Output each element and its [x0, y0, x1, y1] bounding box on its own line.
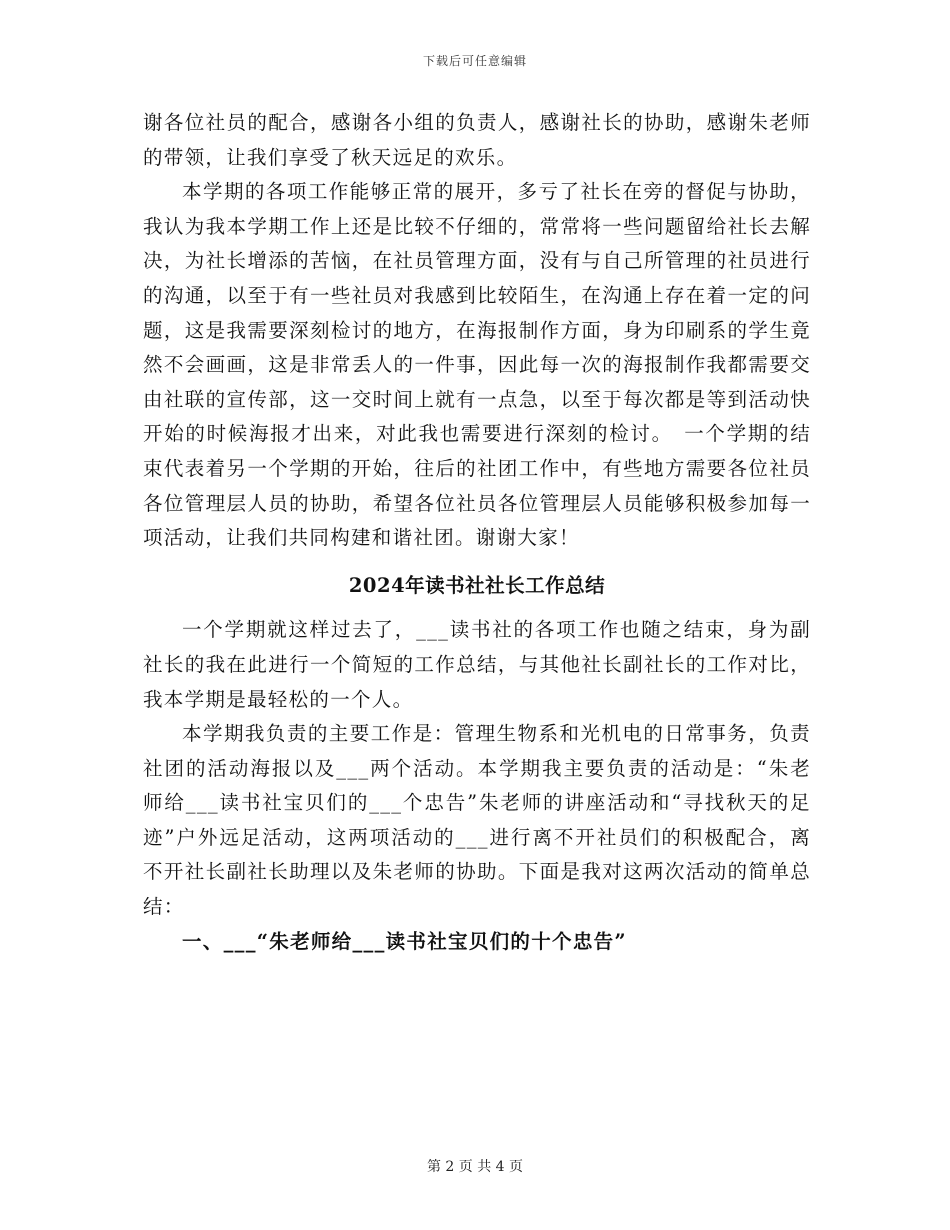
- paragraph-continuation: 谢各位社员的配合，感谢各小组的负责人，感谢社长的协助，感谢朱老师的带领，让我们享受了秋天远足的欢乐。: [143, 111, 811, 169]
- paragraph-intro: 一个学期就这样过去了，___读书社的各项工作也随之结束，身为副社长的我在此进行一个简短的工作总结，与其他社长副社长的工作对比，我本学期是最轻松的一个人。: [143, 618, 811, 711]
- page-footer: 第 2 页 共 4 页: [426, 1159, 524, 1175]
- section-heading-1: 一、___“朱老师给___读书社宝贝们的十个忠告”: [182, 929, 627, 953]
- page-header: 下载后可任意编辑: [422, 54, 527, 68]
- paragraph-self-review: 本学期的各项工作能够正常的展开，多亏了社长在旁的督促与协助，我认为我本学期工作上还是比较不仔细的，常常将一些问题留给社长去解决，为社长增添的苦恼，在社员管理方面，没有与自己所管理的社员进行的沟通，以至于有一些社员对我感到比较陌生，在沟通上存在着一定的问题，这是我需要深刻检讨的地方，在海报制作方面，身为印刷系的学生竟然不会画画，这是非常丢人的一件事，因此每一次的海报制作我都需要交由社联的宣传部，这一交时间上就有一点急，以至于每次都是等到活动快开始的时候海报才出来，对此我也需要进行深刻的检讨。 一个学期的结束代表着另一个学期的开始，往后的社团工作中，有些地方需要各位社员各位管理层人员的协助，希望各位社员各位管理层人员能够积极参加每一项活动，让我们共同构建和谐社团。谢谢大家！: [143, 180, 811, 550]
- document-title: 2024年读书社社长工作总结: [348, 573, 606, 597]
- paragraph-main-work: 本学期我负责的主要工作是：管理生物系和光机电的日常事务，负责社团的活动海报以及___两个活动。本学期我主要负责的活动是：“朱老师给___读书社宝贝们的___个忠告”朱老师的讲座活动和“寻找秋天的足迹”户外远足活动，这两项活动的___进行离不开社员们的积极配合，离不开社长副社长助理以及朱老师的协助。下面是我对这两次活动的简单总结：: [143, 722, 811, 919]
- document-body: [143, 106, 811, 959]
